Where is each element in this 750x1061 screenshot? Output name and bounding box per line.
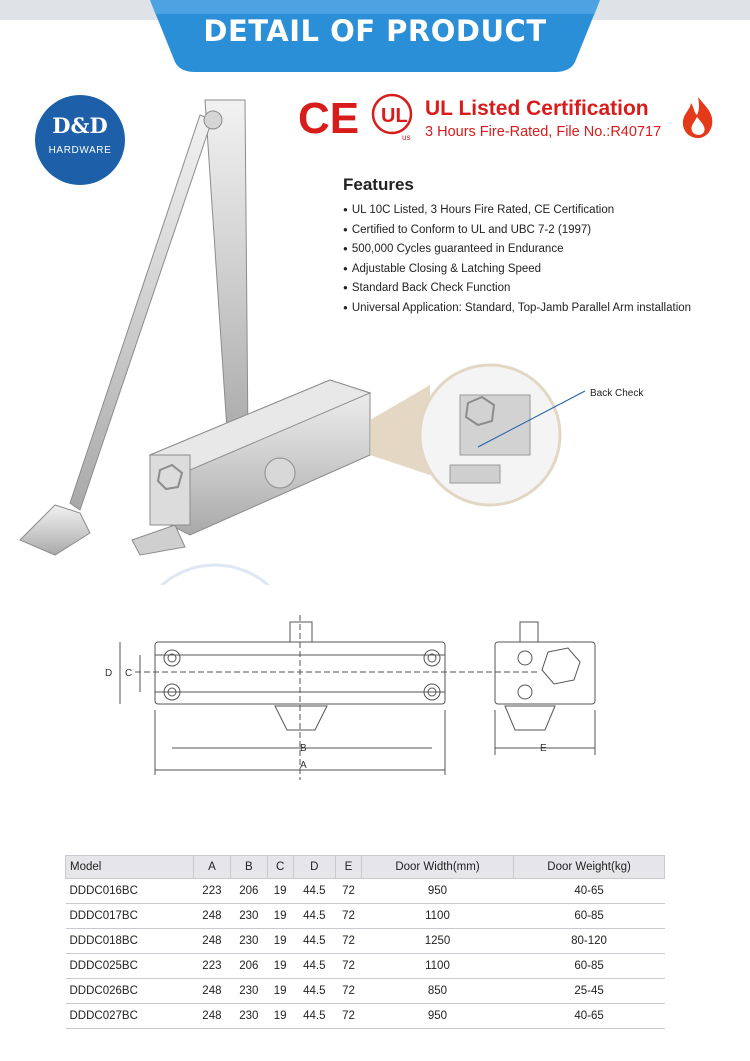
table-cell: 230 [230, 904, 267, 929]
dimension-label-e: E [540, 743, 547, 754]
table-header: Model [66, 856, 194, 879]
table-cell: 72 [336, 954, 362, 979]
table-header: B [230, 856, 267, 879]
svg-text:us: us [402, 133, 411, 142]
table-cell: 223 [193, 879, 230, 904]
product-illustration [0, 85, 750, 585]
spec-table [65, 855, 665, 1029]
dimension-label-c: C [125, 668, 133, 679]
table-cell: 1250 [361, 929, 513, 954]
table-cell: 40-65 [514, 1004, 665, 1029]
feature-item: ● Universal Application: Standard, Top-Jamb Parallel Arm installation [343, 299, 691, 319]
table-cell: 19 [267, 929, 293, 954]
table-cell: 19 [267, 1004, 293, 1029]
table-cell: 40-65 [514, 879, 665, 904]
table-cell: 230 [230, 1004, 267, 1029]
table-cell: 19 [267, 979, 293, 1004]
table-cell: 950 [361, 879, 513, 904]
logo-sub-text: HARDWARE [48, 145, 112, 156]
table-row [66, 879, 665, 904]
table-cell: 72 [336, 979, 362, 1004]
feature-item: ● Certified to Conform to UL and UBC 7-2 (1997) [343, 221, 691, 241]
table-cell: 1100 [361, 904, 513, 929]
table-cell: DDDC017BC [66, 904, 194, 929]
table-cell: 206 [230, 879, 267, 904]
table-cell: 230 [230, 979, 267, 1004]
table-cell: 850 [361, 979, 513, 1004]
table-cell: 19 [267, 879, 293, 904]
table-cell: DDDC027BC [66, 1004, 194, 1029]
table-cell: 223 [193, 954, 230, 979]
table-row [66, 904, 665, 929]
table-cell: DDDC016BC [66, 879, 194, 904]
table-cell: 25-45 [514, 979, 665, 1004]
table-cell: 60-85 [514, 904, 665, 929]
cert-title: UL Listed Certification [425, 97, 649, 120]
feature-item: ● 500,000 Cycles guaranteed in Endurance [343, 240, 691, 260]
table-cell: 44.5 [293, 879, 336, 904]
page-title: DETAIL OF PRODUCT [203, 14, 547, 48]
table-row [66, 979, 665, 1004]
dimension-label-b: B [300, 743, 307, 754]
back-check-label: Back Check [590, 388, 644, 399]
table-header: A [193, 856, 230, 879]
table-header: D [293, 856, 336, 879]
table-cell: 44.5 [293, 904, 336, 929]
table-header: E [336, 856, 362, 879]
table-row [66, 1004, 665, 1029]
table-cell: 206 [230, 954, 267, 979]
feature-item: ● UL 10C Listed, 3 Hours Fire Rated, CE Certification [343, 201, 691, 221]
table-cell: 248 [193, 904, 230, 929]
table-cell: 44.5 [293, 1004, 336, 1029]
table-cell: 72 [336, 904, 362, 929]
table-cell: 44.5 [293, 979, 336, 1004]
table-cell: 72 [336, 1004, 362, 1029]
table-cell: 230 [230, 929, 267, 954]
table-header: Door Weight(kg) [514, 856, 665, 879]
dimension-label-d: D [105, 668, 113, 679]
table-cell: 80-120 [514, 929, 665, 954]
table-cell: 248 [193, 979, 230, 1004]
logo-main-text: D&D [52, 113, 108, 138]
table-header-row [66, 856, 665, 879]
table-cell: 60-85 [514, 954, 665, 979]
table-row [66, 929, 665, 954]
feature-item: ● Adjustable Closing & Latching Speed [343, 260, 691, 280]
table-cell: 19 [267, 904, 293, 929]
table-row [66, 954, 665, 979]
cert-subtitle: 3 Hours Fire-Rated, File No.:R40717 [425, 124, 662, 140]
table-cell: DDDC018BC [66, 929, 194, 954]
svg-text:UL: UL [381, 105, 408, 127]
table-cell: 19 [267, 954, 293, 979]
svg-text:CE: CE [298, 94, 360, 141]
table-cell: 1100 [361, 954, 513, 979]
dimension-labels [100, 610, 620, 780]
table-cell: 248 [193, 929, 230, 954]
table-cell: 44.5 [293, 954, 336, 979]
table-cell: 44.5 [293, 929, 336, 954]
table-header: Door Width(mm) [361, 856, 513, 879]
table-cell: DDDC025BC [66, 954, 194, 979]
features-heading: Features [343, 175, 414, 194]
table-header: C [267, 856, 293, 879]
table-cell: 248 [193, 1004, 230, 1029]
table-cell: 950 [361, 1004, 513, 1029]
feature-item: ● Standard Back Check Function [343, 279, 691, 299]
table-cell: 72 [336, 879, 362, 904]
table-cell: 72 [336, 929, 362, 954]
dimension-label-a: A [300, 760, 307, 771]
table-cell: DDDC026BC [66, 979, 194, 1004]
